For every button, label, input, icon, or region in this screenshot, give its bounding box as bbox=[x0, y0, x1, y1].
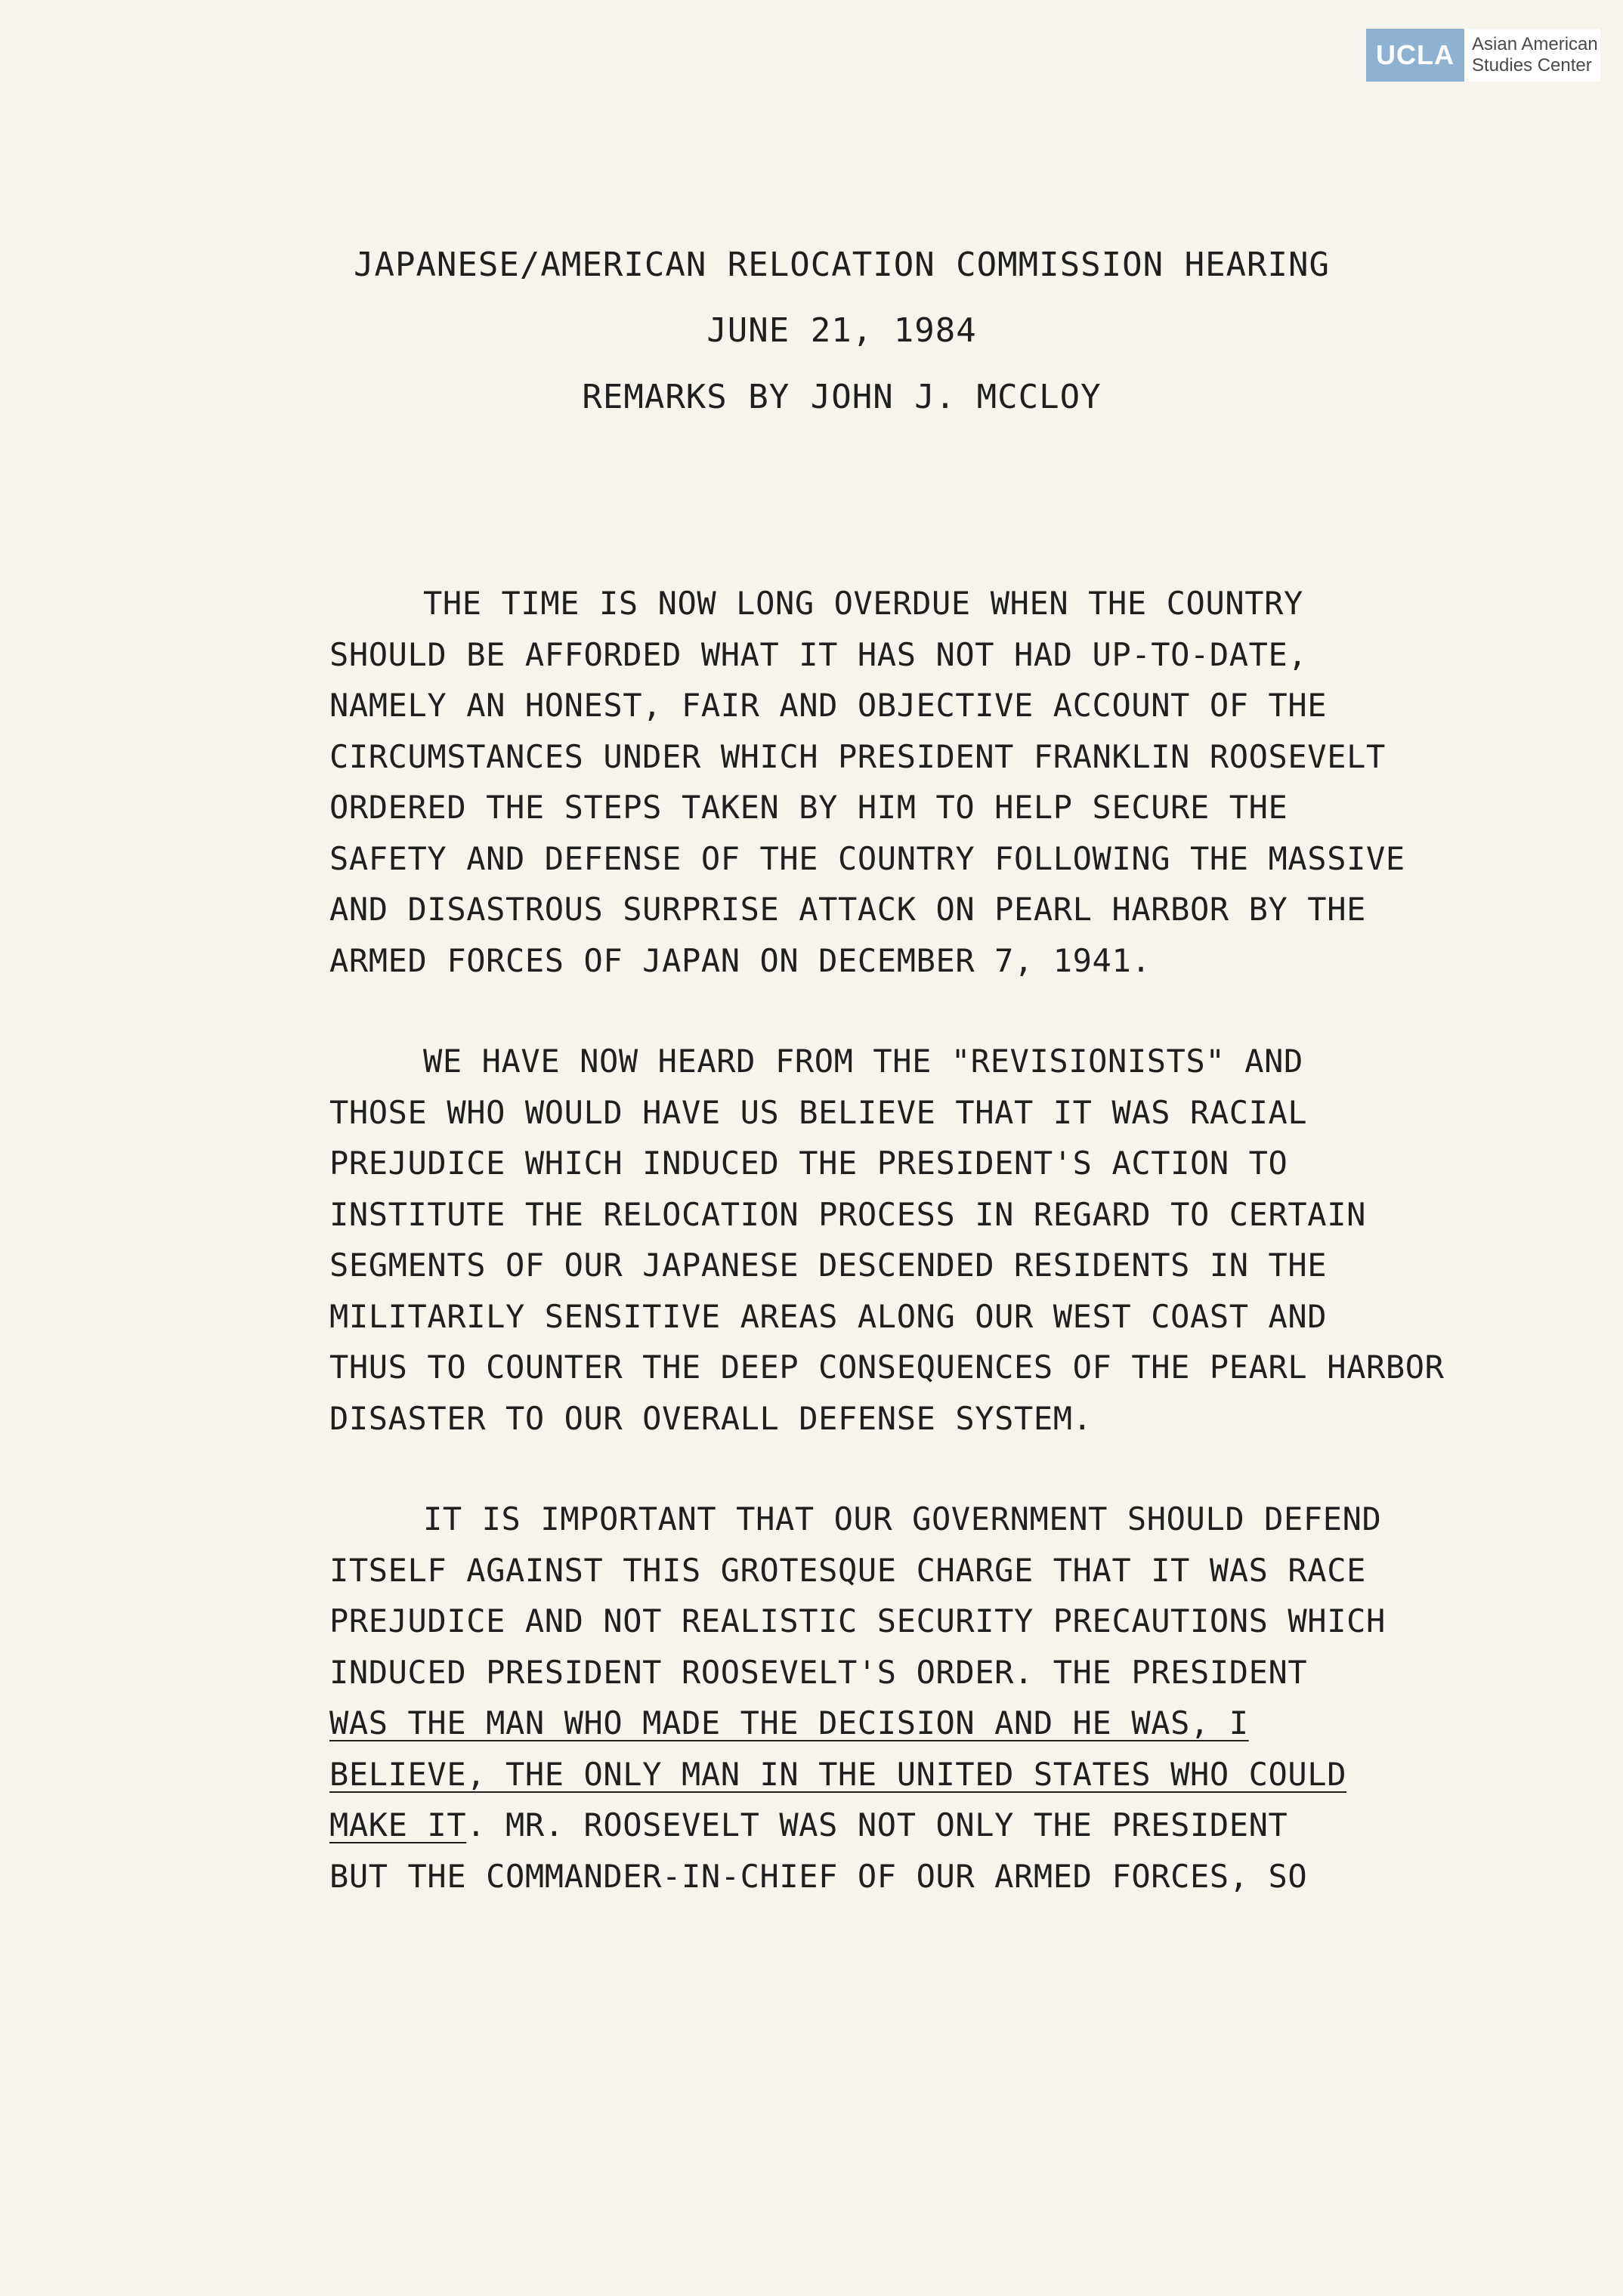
text-line: ITSELF AGAINST THIS GROTESQUE CHARGE THAT IT WAS RACE bbox=[329, 1551, 1366, 1589]
text-line: WE HAVE NOW HEARD FROM THE "REVISIONISTS" AND bbox=[423, 1043, 1303, 1080]
text-line: ARMED FORCES OF JAPAN ON DECEMBER 7, 1941. bbox=[329, 941, 1152, 979]
line-continuation: . MR. ROOSEVELT WAS NOT ONLY THE PRESIDENT bbox=[466, 1806, 1288, 1843]
ucla-aasc-badge bbox=[1366, 29, 1600, 82]
text-line bbox=[329, 1800, 1433, 1851]
text-line: SEGMENTS OF OUR JAPANESE DESCENDED RESIDENTS IN THE bbox=[329, 1247, 1328, 1284]
text-line: THUS TO COUNTER THE DEEP CONSEQUENCES OF THE PEARL HARBOR bbox=[329, 1349, 1445, 1386]
ucla-logo: UCLA bbox=[1366, 29, 1464, 82]
underlined-text-line: WAS THE MAN WHO MADE THE DECISION AND HE WAS, I bbox=[329, 1704, 1249, 1741]
underlined-text-line: BELIEVE, THE ONLY MAN IN THE UNITED STATES WHO COULD bbox=[329, 1755, 1347, 1793]
text-line: THE TIME IS NOW LONG OVERDUE WHEN THE COUNTRY bbox=[423, 585, 1303, 622]
text-line: ORDERED THE STEPS TAKEN BY HIM TO HELP SECURE THE bbox=[329, 789, 1288, 826]
text-line: NAMELY AN HONEST, FAIR AND OBJECTIVE ACCOUNT OF THE bbox=[329, 687, 1328, 724]
text-line: INDUCED PRESIDENT ROOSEVELT'S ORDER. THE PRESIDENT bbox=[329, 1653, 1308, 1691]
badge-line-1: Asian American bbox=[1472, 34, 1598, 54]
text-line: AND DISASTROUS SURPRISE ATTACK ON PEARL HARBOR BY THE bbox=[329, 891, 1366, 928]
text-line: IT IS IMPORTANT THAT OUR GOVERNMENT SHOULD DEFEND bbox=[423, 1500, 1382, 1537]
underlined-fragment: MAKE IT bbox=[329, 1806, 467, 1843]
document-title: JAPANESE/AMERICAN RELOCATION COMMISSION HEARING bbox=[353, 246, 1331, 284]
paragraph-2 bbox=[329, 1036, 1445, 1444]
paragraph-1 bbox=[329, 578, 1433, 986]
text-line: PREJUDICE AND NOT REALISTIC SECURITY PRECAUTIONS WHICH bbox=[329, 1602, 1386, 1639]
document-date: JUNE 21, 1984 bbox=[706, 311, 977, 350]
document-remarks-by: REMARKS BY JOHN J. MCCLOY bbox=[582, 378, 1102, 416]
text-line: CIRCUMSTANCES UNDER WHICH PRESIDENT FRANKLIN ROOSEVELT bbox=[329, 737, 1386, 775]
text-line: INSTITUTE THE RELOCATION PROCESS IN REGARD TO CERTAIN bbox=[329, 1195, 1366, 1233]
text-line: DISASTER TO OUR OVERALL DEFENSE SYSTEM. bbox=[329, 1399, 1093, 1437]
text-line: PREJUDICE WHICH INDUCED THE PRESIDENT'S ACTION TO bbox=[329, 1145, 1288, 1182]
text-line: SAFETY AND DEFENSE OF THE COUNTRY FOLLOWING THE MASSIVE bbox=[329, 839, 1405, 877]
badge-line-2: Studies Center bbox=[1472, 55, 1592, 76]
badge-caption bbox=[1464, 29, 1600, 82]
text-line: BUT THE COMMANDER-IN-CHIEF OF OUR ARMED FORCES, SO bbox=[329, 1857, 1308, 1895]
text-line: THOSE WHO WOULD HAVE US BELIEVE THAT IT WAS RACIAL bbox=[329, 1093, 1308, 1131]
text-line: MILITARILY SENSITIVE AREAS ALONG OUR WEST COAST AND bbox=[329, 1297, 1328, 1335]
paragraph-3 bbox=[329, 1494, 1433, 1902]
text-line: SHOULD BE AFFORDED WHAT IT HAS NOT HAD UP-TO-DATE, bbox=[329, 635, 1308, 673]
